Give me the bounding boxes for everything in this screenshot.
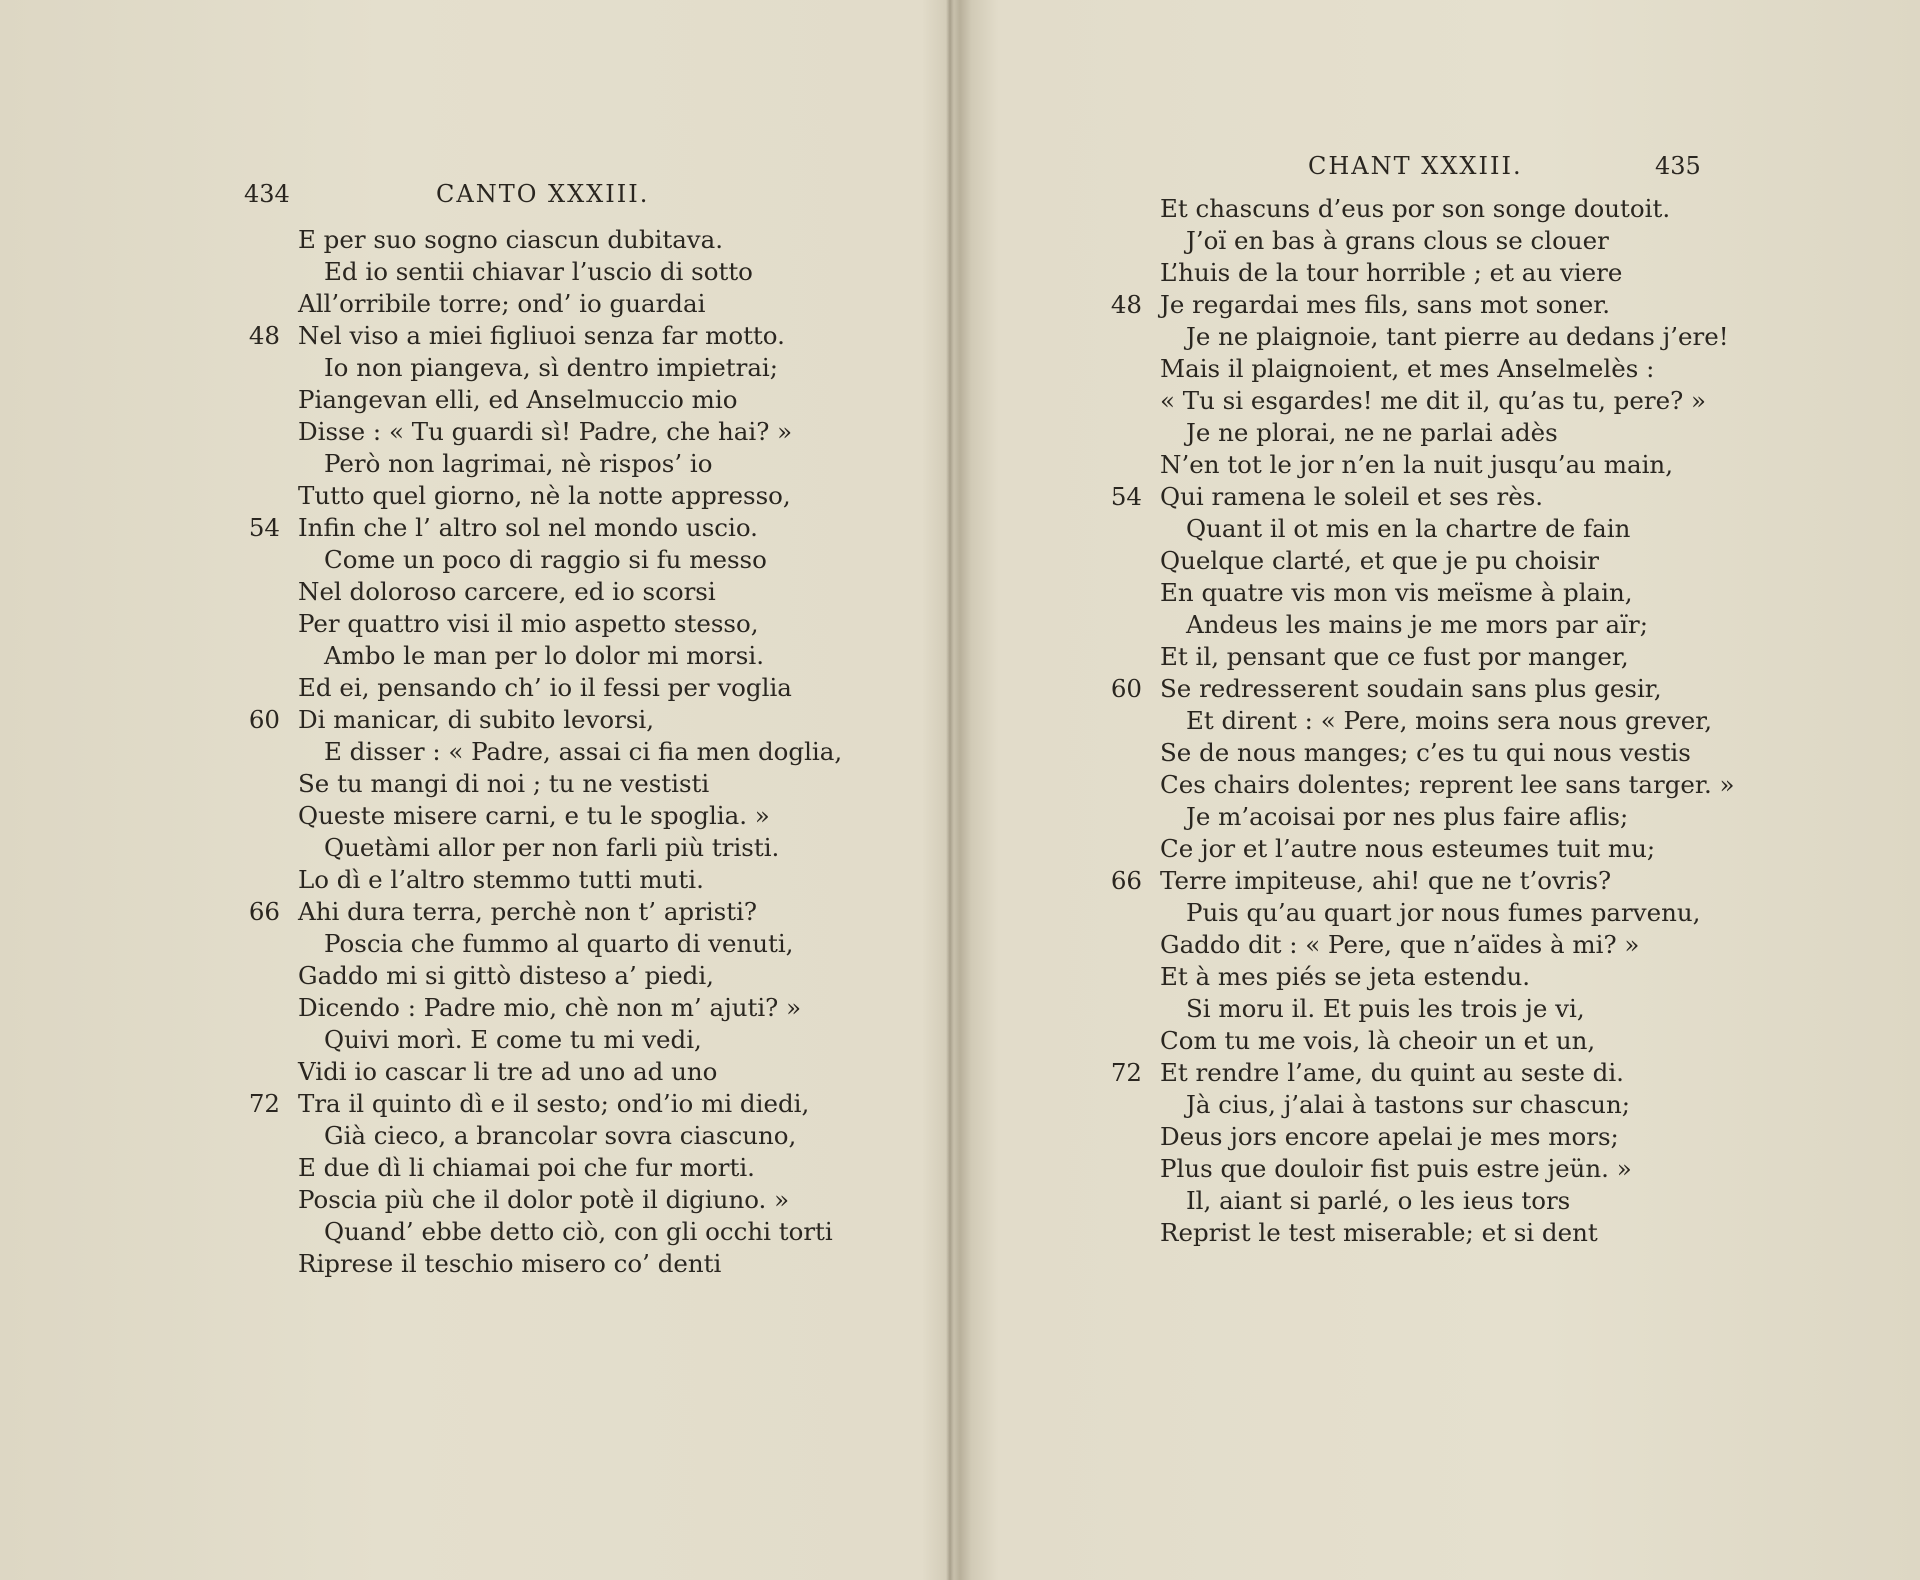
verse-line	[1160, 801, 1735, 833]
verse-line	[298, 768, 842, 800]
verse-line	[1160, 929, 1735, 961]
verse-line	[298, 1248, 842, 1280]
verse-text: Nel viso a miei figliuoi senza far motto.	[298, 321, 785, 350]
verse-line	[1160, 353, 1735, 385]
left-verse-block	[248, 224, 843, 1280]
verse-text: Dicendo : Padre mio, chè non m’ ajuti? »	[298, 993, 802, 1022]
verse-line	[1160, 193, 1735, 225]
verse-line	[1160, 961, 1735, 993]
verse-text: Qui ramena le soleil et ses rès.	[1160, 482, 1544, 511]
verse-text: Quand’ ebbe detto ciò, con gli occhi torti	[324, 1217, 833, 1246]
verse-text: Però non lagrimai, nè rispos’ io	[324, 449, 713, 478]
verse-line	[298, 960, 842, 992]
verse-line	[298, 800, 842, 832]
line-number: 60	[1110, 674, 1142, 703]
verse-line	[298, 288, 842, 320]
verse-line	[1160, 1121, 1735, 1153]
right-running-head: CHANT XXXIII.	[1308, 152, 1523, 180]
verse-text: Riprese il teschio misero co’ denti	[298, 1249, 722, 1278]
verse-text: Queste misere carni, e tu le spoglia. »	[298, 801, 770, 830]
verse-text: Je regardai mes fils, sans mot soner.	[1160, 290, 1610, 319]
verse-text: Il, aiant si parlé, o les ieus tors	[1186, 1186, 1571, 1215]
verse-text: Com tu me vois, là cheoir un et un,	[1160, 1026, 1596, 1055]
verse-line	[1160, 257, 1735, 289]
verse-line	[298, 352, 842, 384]
verse-text: Se tu mangi di noi ; tu ne vestisti	[298, 769, 710, 798]
verse-line	[298, 1184, 842, 1216]
verse-line	[298, 448, 842, 480]
line-number: 48	[248, 321, 280, 350]
verse-text: Per quattro visi il mio aspetto stesso,	[298, 609, 759, 638]
verse-text: E disser : « Padre, assai ci fia men doglia,	[324, 737, 843, 766]
verse-text: Piangevan elli, ed Anselmuccio mio	[298, 385, 738, 414]
verse-text: Io non piangeva, sì dentro impietrai;	[324, 353, 779, 382]
verse-text: Jà cius, j’alai à tastons sur chascun;	[1186, 1090, 1630, 1119]
verse-line	[1160, 545, 1735, 577]
verse-line	[1160, 897, 1735, 929]
verse-line	[298, 928, 842, 960]
verse-text: Tra il quinto dì e il sesto; ond’io mi diedi,	[298, 1089, 810, 1118]
verse-line	[1110, 289, 1735, 321]
verse-text: Gaddo dit : « Pere, que n’aïdes à mi? »	[1160, 930, 1640, 959]
verse-text: Puis qu’au quart jor nous fumes parvenu,	[1186, 898, 1701, 927]
verse-text: Ambo le man per lo dolor mi morsi.	[324, 641, 764, 670]
left-page-number: 434	[244, 180, 290, 208]
verse-line	[1160, 769, 1735, 801]
verse-line	[1160, 1025, 1735, 1057]
verse-line	[298, 1216, 842, 1248]
verse-line	[298, 544, 842, 576]
verse-line	[1160, 225, 1735, 257]
verse-text: Plus que douloir fist puis estre jeün. »	[1160, 1154, 1632, 1183]
verse-line	[1160, 833, 1735, 865]
verse-line	[1160, 1153, 1735, 1185]
verse-text: Vidi io cascar li tre ad uno ad uno	[298, 1057, 718, 1086]
right-page	[950, 0, 1920, 1580]
verse-text: Ed io sentii chiavar l’uscio di sotto	[324, 257, 753, 286]
verse-text: Nel doloroso carcere, ed io scorsi	[298, 577, 716, 606]
verse-line	[248, 896, 842, 928]
verse-text: J’oï en bas à grans clous se clouer	[1186, 226, 1609, 255]
verse-text: Andeus les mains je me mors par aïr;	[1186, 610, 1648, 639]
verse-text: Lo dì e l’altro stemmo tutti muti.	[298, 865, 704, 894]
verse-line	[1160, 1089, 1735, 1121]
verse-text: Quivi morì. E come tu mi vedi,	[324, 1025, 702, 1054]
verse-line	[298, 1152, 842, 1184]
verse-text: E per suo sogno ciascun dubitava.	[298, 225, 724, 254]
verse-line	[298, 608, 842, 640]
verse-line	[298, 256, 842, 288]
right-page-number: 435	[1655, 152, 1701, 180]
verse-line	[1160, 321, 1735, 353]
verse-text: Si moru il. Et puis les trois je vi,	[1186, 994, 1585, 1023]
verse-text: E due dì li chiamai poi che fur morti.	[298, 1153, 755, 1182]
verse-text: Gaddo mi si gittò disteso a’ piedi,	[298, 961, 714, 990]
line-number: 54	[248, 513, 280, 542]
line-number: 66	[1110, 866, 1142, 895]
verse-text: Et chascuns d’eus por son songe doutoit.	[1160, 194, 1671, 223]
verse-text: Ce jor et l’autre nous esteumes tuit mu;	[1160, 834, 1656, 863]
verse-text: Poscia che fummo al quarto di venuti,	[324, 929, 794, 958]
verse-line	[248, 704, 842, 736]
line-number: 54	[1110, 482, 1142, 511]
verse-line	[1160, 705, 1735, 737]
verse-text: Già cieco, a brancolar sovra ciascuno,	[324, 1121, 797, 1150]
verse-text: Se redresserent soudain sans plus gesir,	[1160, 674, 1662, 703]
verse-text: Disse : « Tu guardi sì! Padre, che hai? »	[298, 417, 793, 446]
verse-text: Je ne plorai, ne ne parlai adès	[1186, 418, 1558, 447]
verse-line	[298, 992, 842, 1024]
verse-line	[1160, 385, 1735, 417]
verse-line	[248, 512, 842, 544]
verse-line	[298, 480, 842, 512]
verse-text: All’orribile torre; ond’ io guardai	[298, 289, 706, 318]
verse-text: Et à mes piés se jeta estendu.	[1160, 962, 1531, 991]
verse-line	[298, 832, 842, 864]
line-number: 66	[248, 897, 280, 926]
verse-text: Quetàmi allor per non farli più tristi.	[324, 833, 780, 862]
verse-line	[248, 1088, 842, 1120]
verse-line	[298, 1056, 842, 1088]
verse-line	[1160, 417, 1735, 449]
line-number: 72	[248, 1089, 280, 1118]
verse-line	[298, 224, 842, 256]
verse-text: Poscia più che il dolor potè il digiuno. »	[298, 1185, 790, 1214]
verse-text: N’en tot le jor n’en la nuit jusqu’au main,	[1160, 450, 1673, 479]
verse-line	[298, 864, 842, 896]
verse-line	[1160, 993, 1735, 1025]
verse-text: Come un poco di raggio si fu messo	[324, 545, 767, 574]
line-number: 60	[248, 705, 280, 734]
verse-text: Ces chairs dolentes; reprent lee sans targer. »	[1160, 770, 1735, 799]
verse-text: Je ne plaignoie, tant pierre au dedans j’ere!	[1186, 322, 1729, 351]
verse-line	[1160, 577, 1735, 609]
verse-text: Quant il ot mis en la chartre de fain	[1186, 514, 1631, 543]
verse-text: Se de nous manges; c’es tu qui nous vestis	[1160, 738, 1691, 767]
verse-line	[298, 1024, 842, 1056]
verse-line	[1160, 609, 1735, 641]
verse-text: Et dirent : « Pere, moins sera nous grever,	[1186, 706, 1712, 735]
verse-text: Quelque clarté, et que je pu choisir	[1160, 546, 1599, 575]
verse-line	[298, 736, 842, 768]
verse-text: Terre impiteuse, ahi! que ne t’ovris?	[1160, 866, 1612, 895]
verse-line	[298, 640, 842, 672]
verse-line	[1160, 737, 1735, 769]
verse-line	[1160, 449, 1735, 481]
verse-text: Tutto quel giorno, nè la notte appresso,	[298, 481, 791, 510]
verse-line	[298, 416, 842, 448]
verse-text: Deus jors encore apelai je mes mors;	[1160, 1122, 1619, 1151]
verse-line	[298, 1120, 842, 1152]
left-page	[0, 0, 950, 1580]
verse-text: Infin che l’ altro sol nel mondo uscio.	[298, 513, 758, 542]
verse-line	[1110, 481, 1735, 513]
verse-text: Et rendre l’ame, du quint au seste di.	[1160, 1058, 1624, 1087]
verse-text: Mais il plaignoient, et mes Anselmelès :	[1160, 354, 1655, 383]
verse-text: Ed ei, pensando ch’ io il fessi per voglia	[298, 673, 792, 702]
verse-line	[298, 672, 842, 704]
verse-line	[298, 576, 842, 608]
verse-text: Reprist le test miserable; et si dent	[1160, 1218, 1598, 1247]
verse-text: Ahi dura terra, perchè non t’ apristi?	[298, 897, 758, 926]
verse-text: En quatre vis mon vis meïsme à plain,	[1160, 578, 1633, 607]
verse-line	[1110, 865, 1735, 897]
verse-text: L’huis de la tour horrible ; et au viere	[1160, 258, 1623, 287]
verse-text: Di manicar, di subito levorsi,	[298, 705, 655, 734]
verse-text: Et il, pensant que ce fust por manger,	[1160, 642, 1629, 671]
verse-line	[248, 320, 842, 352]
verse-line	[1160, 1217, 1735, 1249]
right-verse-block	[1110, 193, 1735, 1249]
verse-line	[1160, 513, 1735, 545]
verse-line	[1160, 641, 1735, 673]
verse-line	[1160, 1185, 1735, 1217]
verse-text: « Tu si esgardes! me dit il, qu’as tu, pere? »	[1160, 386, 1706, 415]
verse-text: Je m’acoisai por nes plus faire aflis;	[1186, 802, 1629, 831]
verse-line	[298, 384, 842, 416]
line-number: 48	[1110, 290, 1142, 319]
verse-line	[1110, 1057, 1735, 1089]
verse-line	[1110, 673, 1735, 705]
line-number: 72	[1110, 1058, 1142, 1087]
left-running-head: CANTO XXXIII.	[436, 180, 650, 208]
